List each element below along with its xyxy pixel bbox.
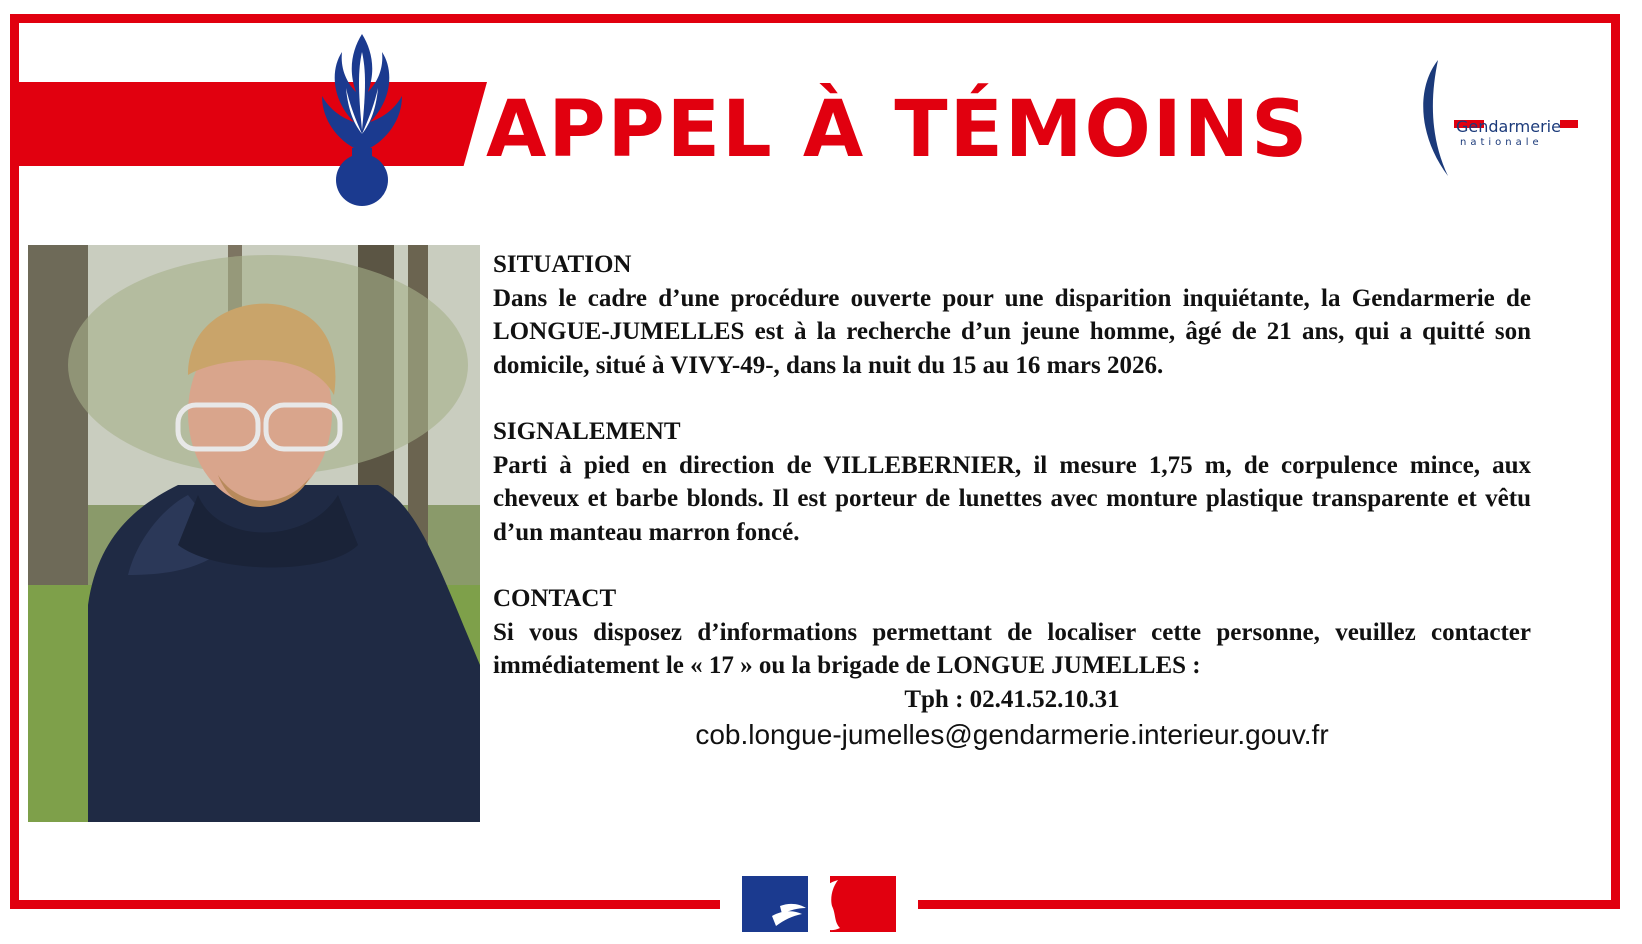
situation-text: Dans le cadre d’une procédure ouverte pour une disparition inquiétante, la Gendarmerie de LONGUE-JUMELLES est à la recherche d’un jeune homme, âgé de 21 ans, qui a quitté son domicile, situé à VIVY-49-, dans la nuit du 15 au 16 mars 2026. <box>493 284 1531 379</box>
contact-phone: Tph : 02.41.52.10.31 <box>904 685 1120 713</box>
spacer <box>493 549 1531 582</box>
contact-text: Si vous disposez d’informations permettant de localiser cette personne, veuillez contacter immédiatement le « 17 » ou la brigade de LONGUE JUMELLES : <box>493 618 1531 679</box>
logo-name: Gendarmerie <box>1456 117 1561 136</box>
content-area <box>493 248 1531 752</box>
contact-title: CONTACT <box>493 585 617 612</box>
red-banner <box>19 82 487 166</box>
logo-sub: nationale <box>1460 137 1543 148</box>
republique-francaise-logo-icon <box>742 876 896 932</box>
missing-person-photo <box>28 245 480 822</box>
contact-email[interactable]: cob.longue-jumelles@gendarmerie.interieur.gouv.fr <box>695 719 1329 750</box>
grenade-icon <box>312 30 412 210</box>
page-title: APPEL À TÉMOINS <box>486 85 1310 175</box>
signalement-title: SIGNALEMENT <box>493 418 681 445</box>
situation-title: SITUATION <box>493 251 632 278</box>
signalement-text: Parti à pied en direction de VILLEBERNIER, il mesure 1,75 m, de corpulence mince, aux cheveux et barbe blonds. Il est porteur de lunettes avec monture plastique transparente et vêtu d’un manteau marron foncé. <box>493 451 1531 546</box>
spacer <box>493 382 1531 415</box>
